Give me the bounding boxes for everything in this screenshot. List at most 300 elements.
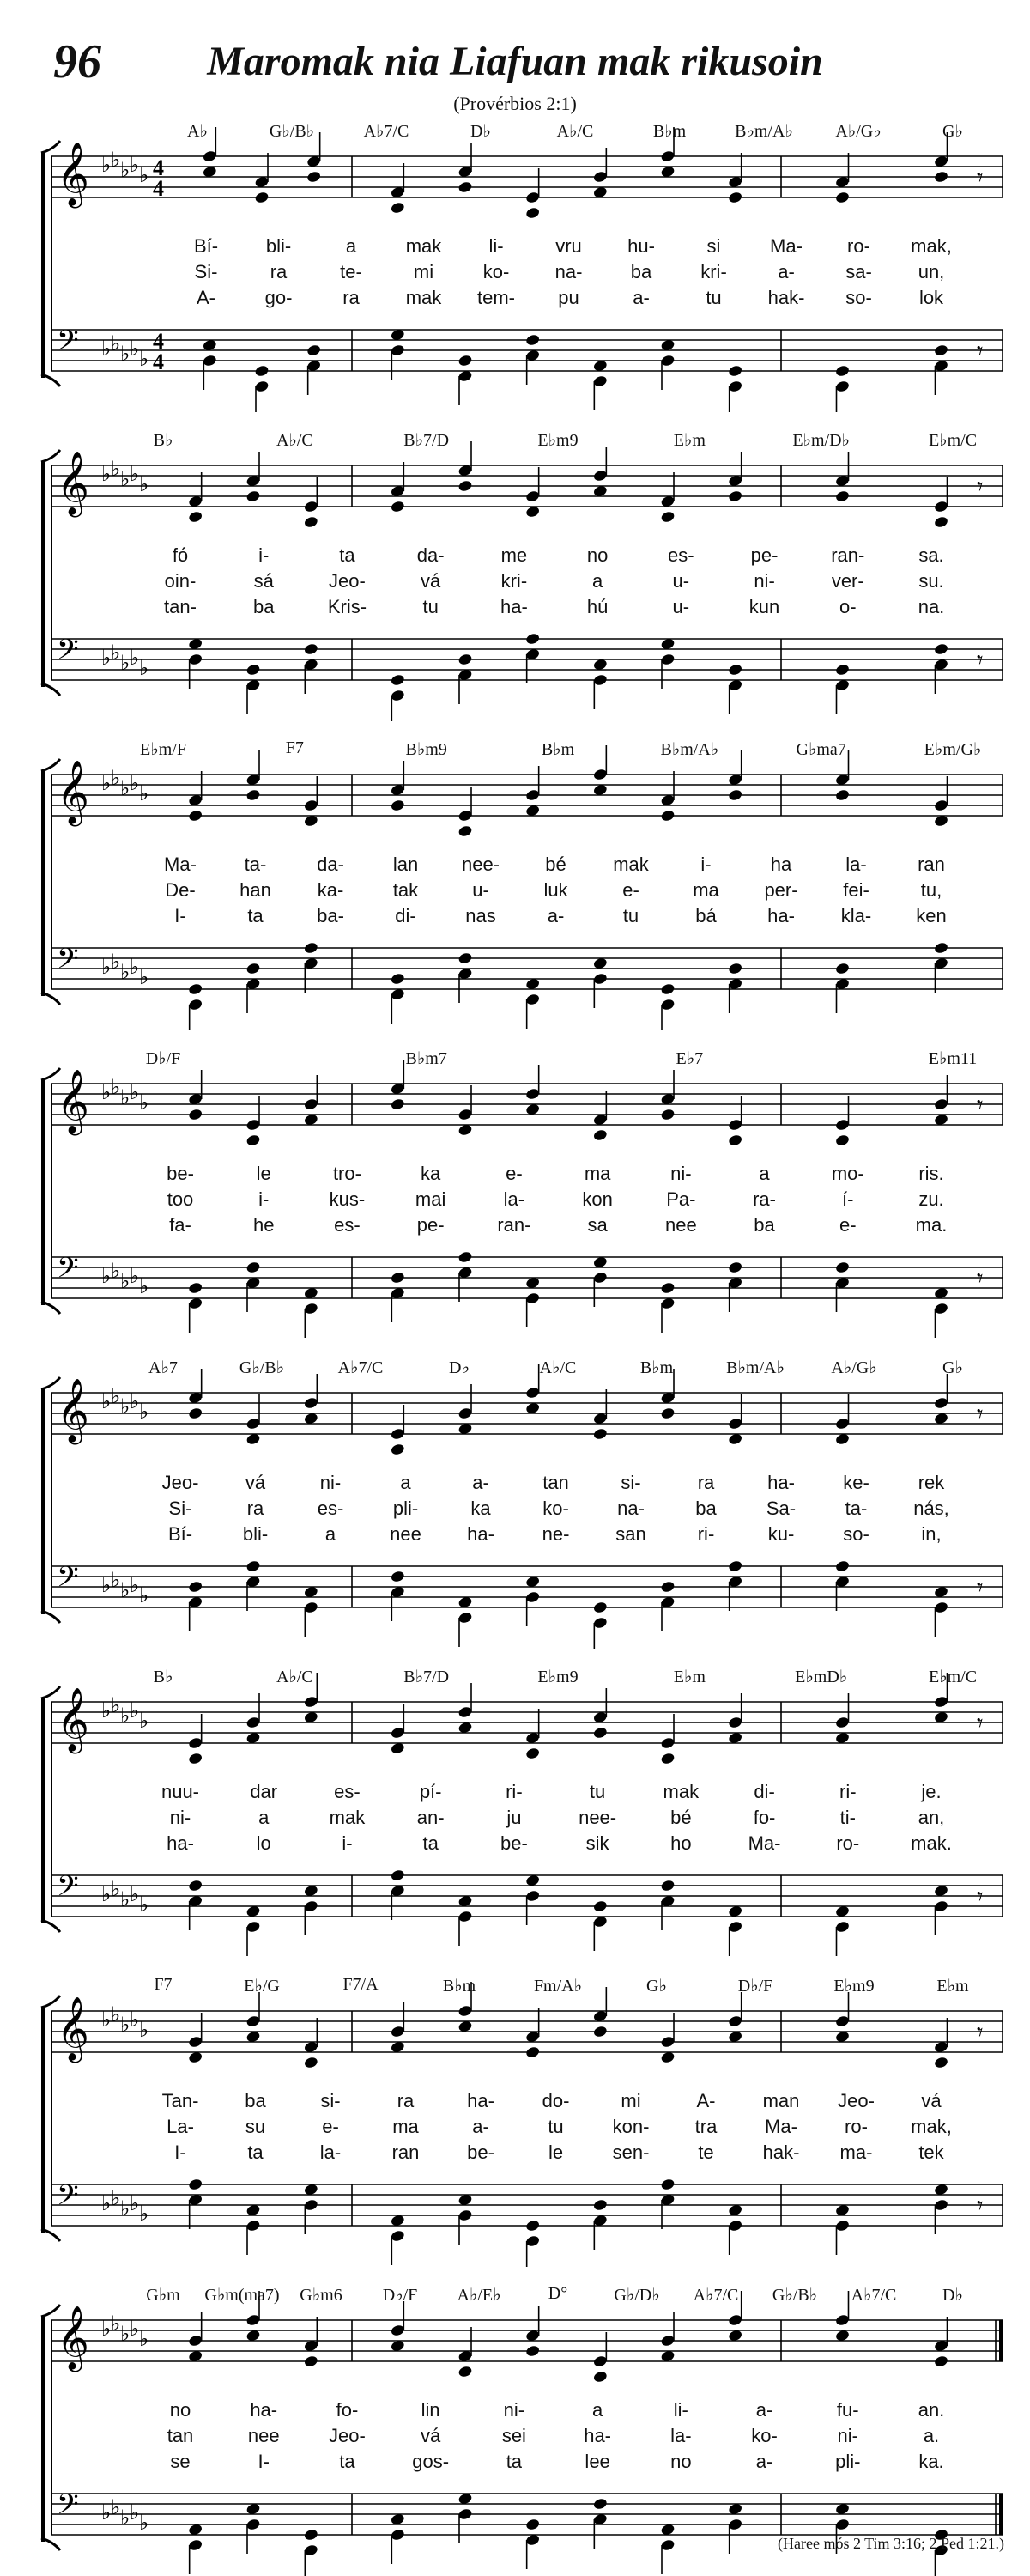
lyric-syllable: tu: [589, 1781, 606, 1802]
note-head: [525, 206, 541, 219]
key-flat-icon: ♭: [111, 2186, 121, 2210]
key-flat-icon: ♭: [130, 1882, 140, 1906]
lyric-syllable: ran: [391, 2142, 420, 2163]
lyric-syllable: A-: [696, 2090, 716, 2111]
lyric-syllable: ku-: [767, 1523, 795, 1545]
lyric-syllable: a-: [633, 287, 650, 308]
lyric-syllable: su.: [918, 570, 944, 592]
lyric-syllable: ha-: [467, 1523, 494, 1545]
key-flat-icon: ♭: [130, 2500, 140, 2524]
rest-icon: 𝄾: [977, 1400, 984, 1428]
lyric-syllable: ha-: [250, 2399, 278, 2421]
lyric-syllable: kla-: [840, 905, 872, 927]
key-flat-icon: ♭: [120, 2013, 130, 2037]
note-head: [934, 2354, 949, 2367]
chord-symbol: G♭: [646, 1977, 667, 1996]
lyric-syllable: in,: [921, 1523, 942, 1545]
key-flat-icon: ♭: [139, 2202, 149, 2226]
chord-symbol: D♭: [449, 1358, 470, 1377]
key-flat-icon: ♭: [111, 148, 121, 172]
lyric-syllable: Pa-: [666, 1188, 696, 1210]
chord-symbol: A♭/E♭: [457, 2286, 501, 2305]
lyric-syllable: ri-: [839, 1781, 857, 1802]
key-flat-icon: ♭: [111, 641, 121, 665]
lyric-syllable: me: [500, 544, 528, 566]
note-head: [660, 982, 676, 995]
key-flat-icon: ♭: [111, 2002, 121, 2026]
lyric-syllable: mak: [329, 1807, 366, 1828]
lyric-syllable: i-: [342, 1832, 353, 1854]
svg-text:4: 4: [153, 155, 164, 180]
note-group: [188, 1879, 319, 1956]
note-head: [592, 1128, 608, 1141]
lyric-line-verse-2: [0, 879, 1030, 903]
key-flat-icon: ♭: [111, 950, 121, 974]
lyric-line-verse-3: [0, 287, 1030, 311]
treble-clef-icon: 𝄞: [57, 1688, 89, 1752]
note-group: [835, 1374, 949, 1446]
lyric-syllable: ma: [693, 879, 719, 901]
note-head: [390, 500, 405, 513]
note-head: [660, 510, 676, 523]
lyric-syllable: ho: [670, 1832, 692, 1854]
lyric-syllable: sik: [585, 1832, 609, 1854]
footer-reference: (Haree mós 2 Tim 3:16; 2 Ped 1:21.): [778, 2535, 1004, 2552]
key-flat-icon: ♭: [120, 342, 130, 366]
lyric-syllable: fo-: [753, 1807, 776, 1828]
note-head: [934, 642, 949, 655]
rest-icon: 𝄾: [977, 1882, 984, 1911]
note-head: [457, 653, 473, 665]
note-head: [592, 2025, 608, 2038]
chord-symbol: B♭: [153, 431, 173, 450]
note-head: [245, 1261, 261, 1273]
lyric-syllable: ro-: [845, 2116, 868, 2137]
chord-symbol: G♭m: [146, 2286, 180, 2305]
chord-symbol: A♭/C: [556, 122, 594, 141]
note-head: [835, 1133, 851, 1146]
chord-symbol: E♭m9: [833, 1977, 875, 1996]
lyric-syllable: lin: [421, 2399, 440, 2421]
lyric-line-verse-3: [0, 905, 1030, 929]
chord-symbol: G♭/B♭: [269, 122, 315, 141]
lyric-syllable: tro-: [332, 1163, 361, 1184]
key-flat-icon: ♭: [120, 1704, 130, 1728]
lyric-syllable: tu,: [920, 879, 942, 901]
note-group: [835, 1559, 949, 1637]
lyric-syllable: nuu-: [161, 1781, 200, 1802]
chord-symbol: G♭m6: [300, 2286, 342, 2305]
key-flat-icon: ♭: [130, 153, 140, 177]
lyric-syllable: lee: [585, 2451, 610, 2472]
lyric-syllable: le: [548, 2142, 564, 2163]
lyric-syllable: bli-: [242, 1523, 269, 1545]
lyric-syllable: ro-: [847, 235, 870, 257]
note-group: [390, 1559, 742, 1649]
lyric-syllable: ba: [754, 1214, 775, 1236]
key-flat-icon: ♭: [101, 153, 112, 177]
lyric-syllable: be-: [167, 1163, 194, 1184]
note-group: [835, 1261, 949, 1338]
lyric-syllable: luk: [543, 879, 568, 901]
key-flat-icon: ♭: [101, 1698, 112, 1722]
chord-symbol: B♭m: [442, 1977, 476, 1996]
lyric-syllable: oin-: [164, 570, 197, 592]
rest-icon: 𝄾: [977, 2018, 984, 2046]
note-head: [728, 663, 743, 676]
lyric-syllable: I-: [174, 2142, 186, 2163]
note-group: [188, 452, 319, 529]
treble-clef-icon: 𝄞: [57, 1379, 89, 1443]
chord-symbol: D♭/F: [145, 1049, 181, 1068]
lyric-syllable: hak-: [767, 287, 805, 308]
lyric-syllable: ni-: [503, 2399, 525, 2421]
lyric-syllable: es-: [668, 544, 694, 566]
lyric-syllable: ma.: [915, 1214, 948, 1236]
lyric-syllable: Sa-: [766, 1498, 797, 1519]
lyric-syllable: sa-: [845, 261, 872, 283]
note-head: [188, 809, 203, 822]
lyric-syllable: Ma-: [765, 2116, 797, 2137]
chord-symbol: E♭m: [673, 431, 706, 450]
chord-symbol: B♭m: [639, 1358, 674, 1377]
key-flat-icon: ♭: [101, 462, 112, 486]
key-flat-icon: ♭: [139, 965, 149, 989]
lyric-syllable: ni-: [670, 1163, 692, 1184]
lyric-syllable: te-: [340, 261, 362, 283]
lyric-syllable: ha-: [500, 596, 528, 617]
note-head: [934, 170, 949, 183]
lyric-syllable: ro-: [836, 1832, 860, 1854]
note-head: [457, 1250, 473, 1263]
chord-symbol: D♭: [470, 122, 491, 141]
treble-clef-icon: 𝄞: [57, 761, 89, 824]
note-group: [835, 132, 949, 204]
note-head: [835, 1559, 851, 1572]
note-group: [188, 2291, 319, 2368]
chord-symbol: E♭m/G♭: [924, 740, 982, 759]
lyric-syllable: san: [615, 1523, 646, 1545]
lyric-line-verse-1: [0, 854, 1030, 878]
music-system: [0, 1975, 1030, 2267]
note-head: [188, 1879, 203, 1892]
note-head: [457, 824, 473, 837]
chord-symbol: D♭: [942, 2286, 963, 2305]
lyric-syllable: a: [591, 2399, 603, 2421]
lyric-syllable: ba: [252, 596, 275, 617]
lyric-syllable: bé: [545, 854, 566, 875]
note-head: [303, 2528, 318, 2541]
note-head: [303, 941, 318, 954]
lyric-syllable: fa-: [169, 1214, 191, 1236]
lyric-syllable: dar: [250, 1781, 278, 1802]
rest-icon: 𝄾: [977, 1709, 984, 1737]
note-head: [728, 1133, 743, 1146]
note-head: [660, 809, 676, 822]
chord-symbol: A♭/G♭: [835, 122, 882, 141]
lyric-syllable: no: [670, 2451, 692, 2472]
note-head: [660, 1406, 676, 1419]
chord-symbol: G♭/D♭: [614, 2286, 660, 2305]
lyric-syllable: kon-: [612, 2116, 650, 2137]
note-group: [390, 2178, 742, 2267]
note-group: [390, 745, 742, 838]
lyric-syllable: si: [706, 235, 721, 257]
lyric-syllable: an,: [918, 1807, 945, 1828]
lyric-syllable: ko-: [542, 1498, 569, 1519]
key-flat-icon: ♭: [101, 771, 112, 795]
lyric-syllable: mak: [663, 1781, 700, 1802]
note-group: [835, 2183, 949, 2255]
key-flat-icon: ♭: [120, 467, 130, 491]
note-group: [188, 941, 319, 1030]
lyric-syllable: es-: [317, 1498, 344, 1519]
lyric-syllable: i-: [258, 544, 270, 566]
note-group: [390, 2291, 742, 2384]
key-flat-icon: ♭: [101, 1389, 112, 1413]
note-head: [245, 663, 261, 676]
note-group: [390, 1060, 742, 1147]
chord-symbol: F7: [154, 1975, 173, 1994]
lyric-syllable: tan-: [164, 596, 197, 617]
lyric-syllable: bé: [670, 1807, 692, 1828]
note-head: [457, 2365, 473, 2378]
key-flat-icon: ♭: [120, 960, 130, 984]
key-flat-icon: ♭: [130, 2317, 140, 2341]
lyric-syllable: pli-: [835, 2451, 861, 2472]
chord-symbol: E♭m: [936, 1977, 969, 1996]
lyric-syllable: lo: [256, 1832, 271, 1854]
note-head: [835, 663, 851, 676]
lyric-syllable: ra-: [753, 1188, 776, 1210]
lyric-syllable: ka: [421, 1163, 441, 1184]
lyric-syllable: hú: [586, 596, 609, 617]
lyric-syllable: ko-: [482, 261, 510, 283]
note-head: [728, 788, 743, 801]
lyric-syllable: ba: [695, 1498, 717, 1519]
lyric-syllable: kus-: [329, 1188, 366, 1210]
lyric-syllable: hak-: [762, 2142, 800, 2163]
lyric-syllable: si-: [320, 2090, 341, 2111]
lyric-syllable: fo-: [336, 2399, 359, 2421]
lyric-syllable: hu-: [627, 235, 655, 257]
lyric-line-verse-3: [0, 1832, 1030, 1856]
bass-clef-icon: 𝄢: [57, 1870, 79, 1910]
lyric-syllable: gos-: [412, 2451, 450, 2472]
lyric-syllable: Jeo-: [838, 2090, 875, 2111]
note-head: [660, 1580, 676, 1593]
lyric-syllable: í-: [842, 1188, 854, 1210]
lyric-syllable: fu-: [836, 2399, 859, 2421]
note-head: [457, 180, 473, 193]
bass-clef-icon: 𝄢: [57, 2179, 79, 2219]
key-flat-icon: ♭: [120, 2196, 130, 2221]
note-group: [390, 441, 742, 524]
lyric-syllable: mak: [613, 854, 649, 875]
chord-symbol: B♭m/A♭: [726, 1358, 785, 1377]
lyric-syllable: ti-: [839, 1807, 856, 1828]
rest-icon: 𝄾: [977, 1264, 984, 1292]
lyric-syllable: he: [252, 1214, 275, 1236]
chord-symbol: E♭m/F: [140, 740, 186, 759]
key-flat-icon: ♭: [101, 1882, 112, 1906]
note-head: [245, 1559, 261, 1572]
rest-icon: 𝄾: [977, 2191, 984, 2220]
lyric-syllable: u-: [472, 879, 489, 901]
chord-symbol: E♭m/D♭: [792, 431, 850, 450]
chord-symbol: G♭/B♭: [239, 1358, 285, 1377]
lyric-syllable: Jeo-: [329, 2425, 366, 2446]
lyric-syllable: Ma-: [770, 235, 803, 257]
rest-icon: 𝄾: [977, 1091, 984, 1119]
lyric-syllable: sei: [501, 2425, 526, 2446]
note-head: [525, 2219, 541, 2232]
lyric-syllable: ris.: [918, 1163, 944, 1184]
lyric-syllable: se: [170, 2451, 191, 2472]
key-flat-icon: ♭: [111, 1693, 121, 1717]
note-head: [390, 201, 405, 214]
lyric-syllable: a: [258, 1807, 270, 1828]
key-flat-icon: ♭: [139, 2327, 149, 2351]
note-head: [525, 1747, 541, 1759]
note-group: [390, 127, 742, 220]
note-group: [835, 1075, 949, 1147]
lyric-syllable: Si-: [194, 261, 218, 283]
key-flat-icon: ♭: [130, 955, 140, 979]
key-flat-icon: ♭: [120, 1085, 130, 1109]
lyric-line-verse-1: [0, 2090, 1030, 2114]
key-flat-icon: ♭: [101, 1080, 112, 1104]
lyric-line-verse-1: [0, 1472, 1030, 1496]
key-flat-icon: ♭: [139, 1893, 149, 1917]
lyric-syllable: mak: [405, 235, 442, 257]
lyric-syllable: Kris-: [327, 596, 367, 617]
chord-symbol: B♭: [153, 1668, 173, 1686]
bass-clef-icon: 𝄢: [57, 1252, 79, 1291]
note-head: [245, 962, 261, 975]
note-head: [728, 489, 743, 502]
lyric-syllable: na-: [617, 1498, 645, 1519]
bass-clef-icon: 𝄢: [57, 1561, 79, 1601]
lyric-syllable: zu.: [918, 1188, 944, 1210]
lyric-syllable: di-: [754, 1781, 775, 1802]
lyric-syllable: ni-: [319, 1472, 342, 1493]
note-head: [592, 2497, 608, 2510]
music-system: [0, 1666, 1030, 1958]
lyric-syllable: la-: [319, 2142, 342, 2163]
lyric-syllable: vá: [421, 570, 441, 592]
note-head: [245, 1133, 261, 1146]
note-group: [188, 2178, 319, 2255]
music-system: [0, 120, 1030, 412]
note-head: [934, 343, 949, 356]
note-head: [934, 2056, 949, 2069]
key-flat-icon: ♭: [111, 1075, 121, 1099]
lyric-syllable: tan: [542, 1472, 569, 1493]
lyric-syllable: bá: [695, 905, 717, 927]
chord-symbol: B♭7/D: [403, 1668, 450, 1686]
treble-clef-icon: 𝄞: [57, 2306, 89, 2370]
key-flat-icon: ♭: [111, 1384, 121, 1408]
note-head: [835, 1261, 851, 1273]
chord-symbol: E♭m: [673, 1668, 706, 1686]
chord-symbol: G♭ma7: [796, 740, 846, 759]
key-flat-icon: ♭: [130, 646, 140, 670]
lyric-syllable: so-: [843, 1523, 869, 1545]
scripture-reference: (Provérbios 2:1): [453, 93, 577, 114]
lyric-syllable: a: [324, 1523, 336, 1545]
lyric-syllable: Ma-: [748, 1832, 781, 1854]
treble-clef-icon: 𝄞: [57, 1997, 89, 2061]
lyric-syllable: si-: [621, 1472, 641, 1493]
note-head: [188, 1108, 203, 1121]
lyric-line-verse-2: [0, 261, 1030, 285]
key-flat-icon: ♭: [139, 781, 149, 805]
key-flat-icon: ♭: [101, 2008, 112, 2032]
svg-text:4: 4: [153, 176, 164, 201]
lyric-syllable: te: [698, 2142, 714, 2163]
note-group: [390, 1364, 742, 1456]
chord-symbol: F7/A: [342, 1975, 379, 1994]
lyric-syllable: pí-: [419, 1781, 442, 1802]
key-flat-icon: ♭: [139, 1709, 149, 1733]
note-head: [728, 364, 743, 377]
lyric-syllable: sá: [253, 570, 274, 592]
lyric-syllable: pli-: [392, 1498, 419, 1519]
note-group: [188, 1261, 319, 1338]
key-flat-icon: ♭: [111, 766, 121, 790]
lyric-syllable: ka: [470, 1498, 491, 1519]
note-head: [390, 1868, 405, 1881]
lyric-syllable: ni-: [837, 2425, 858, 2446]
lyric-syllable: na.: [918, 596, 945, 617]
note-head: [390, 799, 405, 811]
lyric-syllable: kri-: [500, 570, 528, 592]
chord-symbol: A♭7/C: [693, 2286, 739, 2305]
note-head: [188, 1752, 203, 1765]
note-head: [188, 510, 203, 523]
chord-symbol: G♭/B♭: [772, 2286, 818, 2305]
lyric-syllable: mi: [413, 261, 434, 283]
key-flat-icon: ♭: [120, 1887, 130, 1911]
key-flat-icon: ♭: [120, 2506, 130, 2530]
lyric-syllable: ba: [630, 261, 652, 283]
lyric-syllable: han: [239, 879, 271, 901]
lyric-syllable: li-: [673, 2399, 688, 2421]
svg-text:4: 4: [153, 329, 164, 354]
lyric-syllable: su: [245, 2116, 266, 2137]
note-group: [835, 452, 949, 529]
chord-symbol: A♭: [187, 122, 208, 141]
note-group: [390, 951, 742, 1030]
time-signature: [153, 155, 164, 201]
note-head: [303, 515, 318, 528]
rest-icon: 𝄾: [977, 163, 984, 191]
lyric-syllable: mak,: [911, 235, 952, 257]
note-head: [835, 788, 851, 801]
lyric-syllable: ko-: [751, 2425, 778, 2446]
note-group: [835, 1884, 949, 1956]
lyric-syllable: ka-: [317, 879, 344, 901]
treble-clef-icon: 𝄞: [57, 143, 89, 206]
note-head: [254, 191, 270, 204]
lyric-syllable: go-: [264, 287, 293, 308]
key-flat-icon: ♭: [111, 2312, 121, 2336]
note-head: [245, 788, 261, 801]
note-head: [390, 1443, 405, 1455]
lyric-syllable: mak,: [911, 2116, 952, 2137]
key-flat-icon: ♭: [111, 457, 121, 481]
